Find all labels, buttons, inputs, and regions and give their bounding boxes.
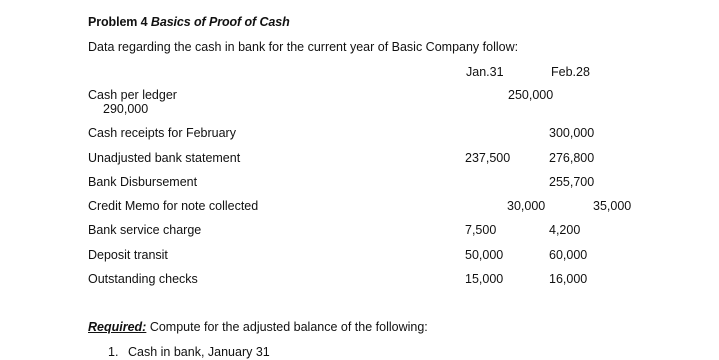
problem-title: [88, 15, 290, 30]
cash-receipts-feb: 300,000: [549, 126, 595, 140]
credit-memo-right: 35,000: [593, 199, 632, 213]
cash-per-ledger-subvalue: 290,000: [103, 102, 149, 116]
outstanding-checks-feb: 16,000: [549, 272, 588, 286]
row-label-credit-memo: Credit Memo for note collected: [88, 199, 259, 213]
row-label-unadjusted-bank: Unadjusted bank statement: [88, 151, 241, 165]
row-label-bank-disbursement: Bank Disbursement: [88, 175, 198, 189]
problem-title-prefix: Problem 4: [88, 15, 151, 29]
row-label-outstanding-checks: Outstanding checks: [88, 272, 198, 286]
required-text: Compute for the adjusted balance of the following:: [146, 320, 428, 334]
unadjusted-bank-jan: 237,500: [465, 151, 511, 165]
unadjusted-bank-feb: 276,800: [549, 151, 595, 165]
required-item-text: Cash in bank, January 31: [128, 345, 270, 359]
deposit-transit-feb: 60,000: [549, 248, 588, 262]
row-label-cash-receipts: Cash receipts for February: [88, 126, 236, 140]
cash-per-ledger-value: 250,000: [508, 88, 554, 102]
row-label-cash-per-ledger: Cash per ledger: [88, 88, 177, 102]
row-label-bank-service-charge: Bank service charge: [88, 223, 202, 237]
column-header-jan: Jan.31: [466, 65, 504, 79]
column-header-feb: Feb.28: [551, 65, 590, 79]
deposit-transit-jan: 50,000: [465, 248, 504, 262]
credit-memo-mid: 30,000: [507, 199, 546, 213]
bank-disbursement-feb: 255,700: [549, 175, 595, 189]
outstanding-checks-jan: 15,000: [465, 272, 504, 286]
row-label-deposit-transit: Deposit transit: [88, 248, 168, 262]
bank-service-charge-jan: 7,500: [465, 223, 497, 237]
required-label: Required:: [88, 320, 147, 334]
bank-service-charge-feb: 4,200: [549, 223, 581, 237]
problem-title-topic: Basics of Proof of Cash: [150, 15, 290, 29]
required-instruction: [88, 320, 428, 335]
problem-intro: Data regarding the cash in bank for the current year of Basic Company follow:: [88, 40, 519, 54]
required-item-number: 1.: [108, 345, 119, 359]
